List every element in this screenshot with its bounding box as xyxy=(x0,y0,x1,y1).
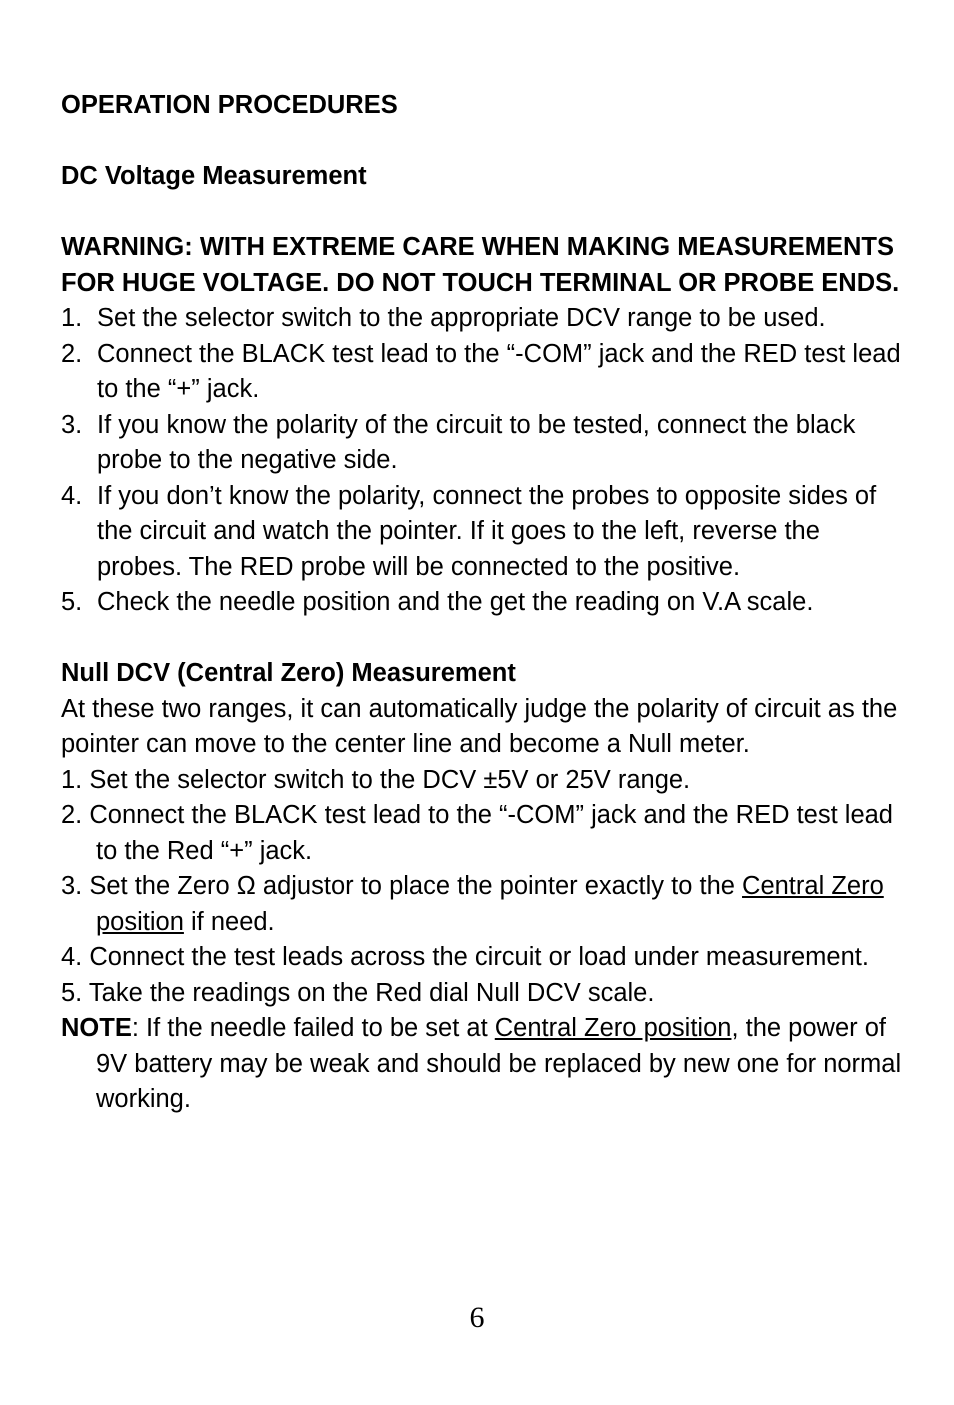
step-text: Connect the BLACK test lead to the “-COM” jack and the RED test lead to the “+” jack. xyxy=(97,339,901,403)
list-item xyxy=(61,301,911,337)
step-text: Check the needle position and the get the reading on V.A scale. xyxy=(97,588,814,616)
spacer xyxy=(61,621,911,657)
list-item xyxy=(61,408,911,479)
step-text: Set the selector switch to the appropriate DCV range to be used. xyxy=(97,304,826,332)
null-dcv-intro: At these two ranges, it can automatically judge the polarity of circuit as the pointer can move to the center line and become a Null meter. xyxy=(61,694,898,758)
spacer xyxy=(61,195,911,231)
step-text: If you don’t know the polarity, connect the probes to opposite sides of the circuit and watch the pointer. If it goes to the left, reverse the probes. The RED probe will be connected to the positive. xyxy=(97,481,877,581)
central-zero-position-text: Central Zero position xyxy=(96,872,884,936)
step-number: 3. xyxy=(61,410,83,439)
warning-text: WARNING: WITH EXTREME CARE WHEN MAKING MEASUREMENTS FOR HUGE VOLTAGE. DO NOT TOUCH TERMINAL OR PROBE ENDS. xyxy=(61,233,900,297)
dc-voltage-steps xyxy=(61,301,911,621)
step-text: 3. Set the Zero Ω adjustor to place the pointer exactly to the xyxy=(61,872,743,900)
list-item: 1. Set the selector switch to the DCV ±5V or 25V range. xyxy=(61,765,691,794)
list-item xyxy=(61,479,911,586)
list-item: 5. Take the readings on the Red dial Null DCV scale. xyxy=(61,978,655,1007)
list-item: 4. Connect the test leads across the circuit or load under measurement. xyxy=(61,943,869,971)
manual-page xyxy=(61,88,911,1118)
note-paragraph xyxy=(61,1011,911,1118)
list-item xyxy=(61,585,911,621)
note-label: NOTE xyxy=(61,1014,132,1042)
central-zero-position-text: Central Zero position xyxy=(494,1014,732,1042)
dc-voltage-heading: DC Voltage Measurement xyxy=(61,162,367,190)
section-title: OPERATION PROCEDURES xyxy=(61,91,398,119)
step-number: 1. xyxy=(61,304,83,332)
list-item xyxy=(61,337,911,408)
spacer xyxy=(61,124,911,160)
step-number: 2. xyxy=(61,339,83,368)
step-text: if need. xyxy=(183,907,275,936)
list-item: 2. Connect the BLACK test lead to the “-COM” jack and the RED test lead to the Red “+” jack. xyxy=(61,801,893,865)
list-item xyxy=(61,869,911,940)
step-number: 5. xyxy=(61,588,83,616)
note-text: : If the needle failed to be set at xyxy=(131,1014,495,1042)
null-dcv-heading: Null DCV (Central Zero) Measurement xyxy=(61,659,516,687)
step-text: If you know the polarity of the circuit to be tested, connect the black probe to the negative side. xyxy=(97,410,856,474)
page-number: 6 xyxy=(469,1301,485,1334)
note-text: , the power of 9V battery may be weak and should be replaced by new one for normal working. xyxy=(96,1014,902,1113)
step-number: 4. xyxy=(61,481,83,510)
null-dcv-steps xyxy=(61,763,911,1012)
